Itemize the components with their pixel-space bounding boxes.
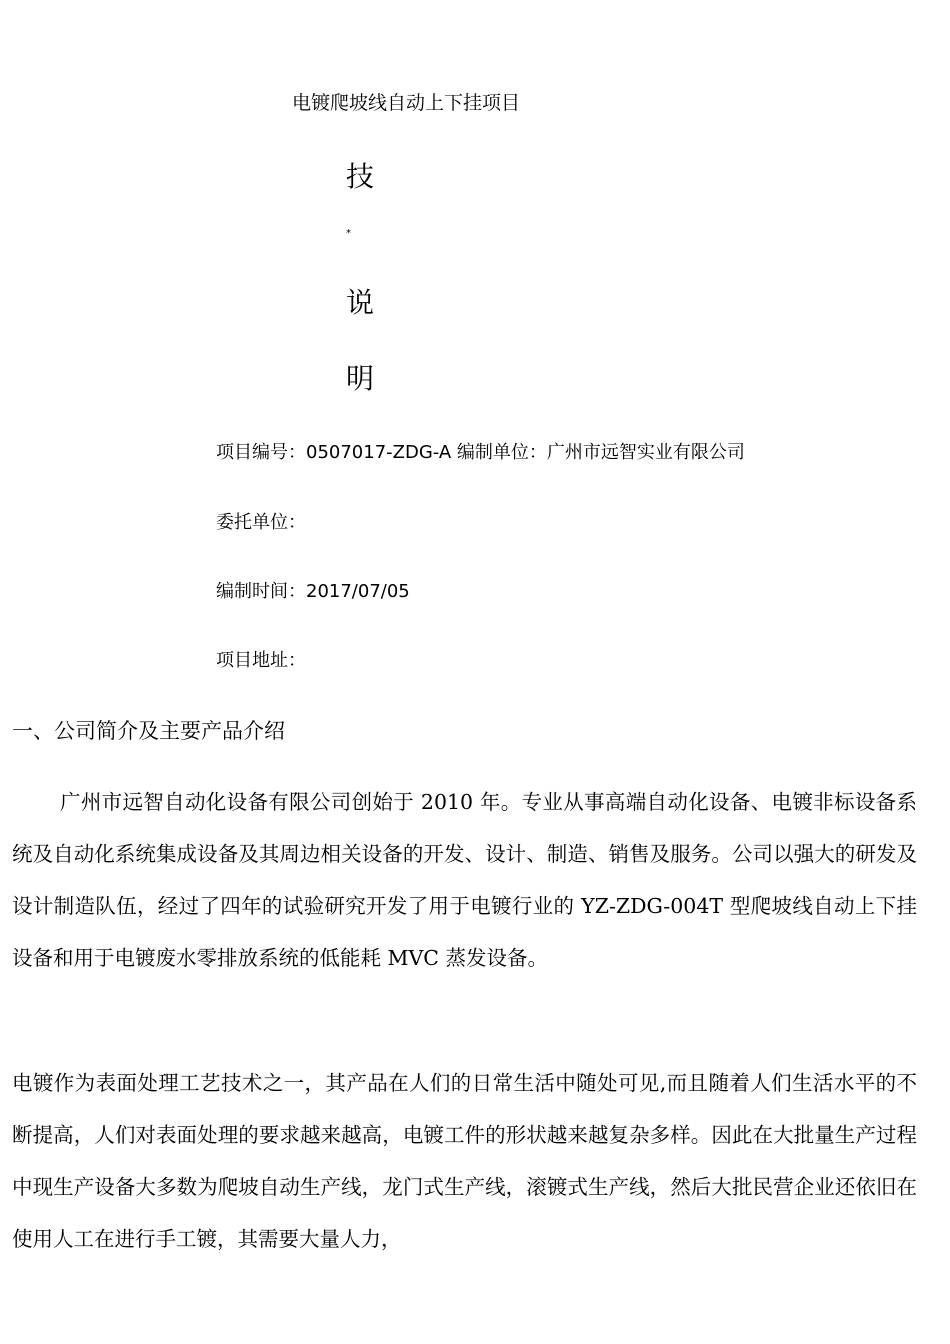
title-char-asterisk: * xyxy=(346,228,351,239)
client-unit: 委托单位： xyxy=(216,512,306,533)
title-char-ming: 明 xyxy=(346,362,375,395)
paragraph-electroplating: 电镀作为表面处理工艺技术之一，其产品在人们的日常生活中随处可见,而且随着人们生活水平的不断提高，人们对表面处理的要求越来越高，电镀工件的形状越来越复杂多样。因此在大批量生产过程中现生产设备大多数为爬坡自动生产线，龙门式生产线，滚镀式生产线，然后大批民营企业还依旧在使用人工在进行手工镀，其需要大量人力， xyxy=(12,1071,917,1251)
title-char-ji: 技 xyxy=(346,160,375,193)
title-char-shuo: 说 xyxy=(346,286,375,319)
project-number-and-compiler: 项目编号：0507017-ZDG-A 编制单位：广州市远智实业有限公司 xyxy=(216,442,745,463)
compile-date: 编制时间：2017/07/05 xyxy=(216,581,410,602)
paragraph-company-intro: 广州市远智自动化设备有限公司创始于 2010 年。专业从事高端自动化设备、电镀非标设备系统及自动化系统集成设备及其周边相关设备的开发、设计、制造、销售及服务。公司以强大的研发及设计制造队伍，经过了四年的试验研究开发了用于电镀行业的 YZ-ZDG-004T 型爬坡线自动上下挂设备和用于电镀废水零排放系统的低能耗 MVC 蒸发设备。 xyxy=(12,790,917,970)
section-heading: 一、公司简介及主要产品介绍 xyxy=(12,719,285,743)
project-address: 项目地址： xyxy=(216,650,306,671)
document-title: 电镀爬坡线自动上下挂项目 xyxy=(292,92,521,114)
